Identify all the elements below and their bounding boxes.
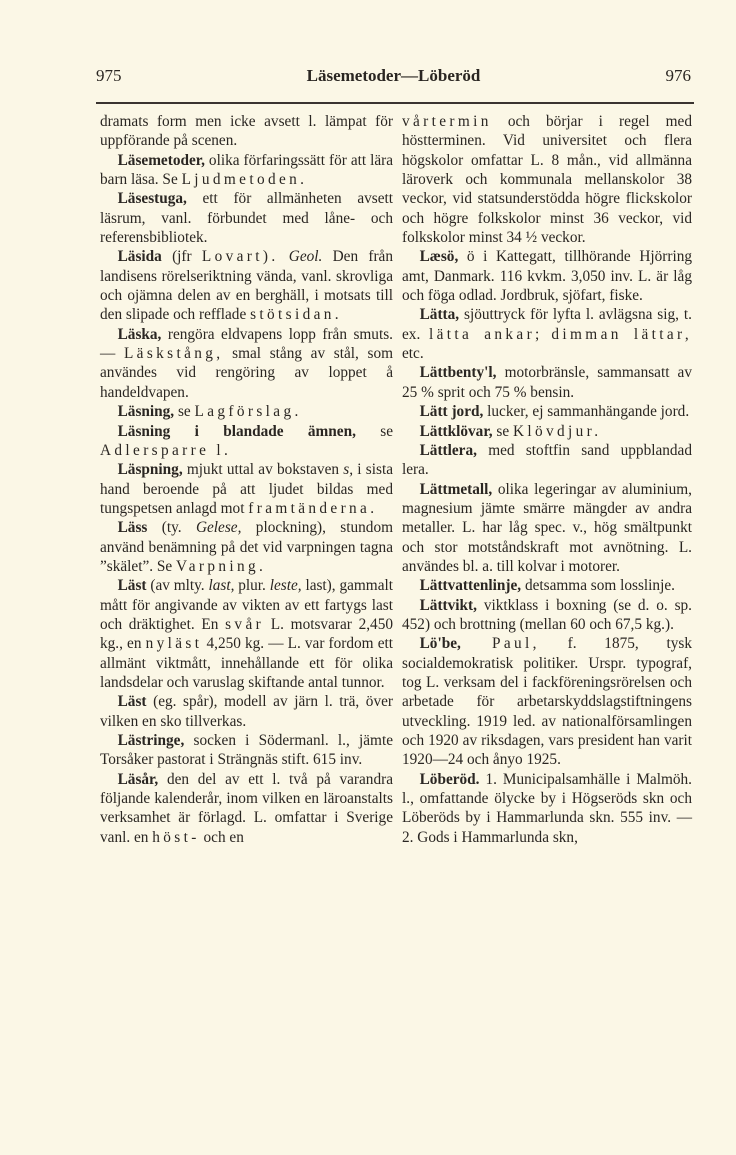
entry-lasemetoder: Läsemetoder, olika förfaringssätt för att lära barn läsa. Se Ljudmetoden. <box>100 151 393 189</box>
entry-lattvikt: Lättvikt, viktklass i boxning (se d. o. sp. 452) och brottning (mellan 60 och 67,5 kg.). <box>402 596 692 633</box>
entry-lasar: Läsår, den del av ett l. två på varandra följande kalenderår, inom vilken en läroanstalts verksamhet är förlagd. L. omfattar i Sverige vanl. en höst- och en <box>100 770 393 846</box>
entry-lasning-blandade: Läsning i blandade ämnen, se Adlersparre l. <box>100 422 393 459</box>
entry-lattbentyl: Lättbenty'l, motorbränsle, sammansatt av 25 % sprit och 75 % bensin. <box>402 364 692 401</box>
continuation-paragraph: dramats form men icke avsett l. lämpat för uppförande på scenen. <box>100 113 393 150</box>
entry-lastringe: Lästringe, socken i Södermanl. l., jämte Torsåker pastorat i Strängnäs stift. 615 inv. <box>100 732 393 769</box>
header-rule <box>96 102 694 104</box>
entry-lasida: Läsida (jfr Lovart). Geol. Den från landisens rörelseriktning vända, vanl. skrovliga och ojämna delen av en berghäll, i motsats till den slipade och refflade stötsidan. <box>100 248 393 324</box>
right-column <box>402 112 692 847</box>
entry-lass: Läss (ty. Gelese, plockning), stundom använd benämning på det vid varpningen tagna ”skälet”. Se Varpning. <box>100 519 393 575</box>
entry-laska: Läska, rengöra eldvapens lopp från smuts. — Läskstång, smal stång av stål, som användes vid rengöring av loppet å handeldvapen. <box>100 325 393 401</box>
entry-laspning: Läspning, mjukt uttal av bokstaven s, i sista hand beroende på att ljudet bildas med tungspetsen anlagd mot framtänderna. <box>100 461 393 517</box>
header-title: Läsemetoder—Löberöd <box>306 66 481 85</box>
entry-lattmetall: Lättmetall, olika legeringar av aluminium, magnesium jämte smärre mängder av andra metaller. L. har låg spec. v., hög smältpunkt och stor motståndskraft mot avnötning. L. användes bl. a. till kolvar i motorer. <box>402 480 692 575</box>
entry-lattvattenlinje: Lättvattenlinje, detsamma som losslinje. <box>419 577 675 595</box>
page-number-left: 975 <box>96 66 122 85</box>
entry-latta: Lätta, sjöuttryck för lyfta l. avlägsna sig, t. ex. lätta ankar; dimman lättar, etc. <box>402 306 693 363</box>
entry-lasestuga: Läsestuga, ett för allmänheten avsett läsrum, vanl. förbundet med låne- och referensbibliotek. <box>100 190 393 247</box>
entry-lattklovar: Lättklövar, se Klövdjur. <box>419 422 602 440</box>
page-number-right: 976 <box>665 66 691 85</box>
entry-last-2: Läst (eg. spår), modell av järn l. trä, över vilken en sko tillverkas. <box>100 693 393 730</box>
continuation-paragraph: vårtermin och börjar i regel med höstterminen. Vid universitet och flera högskolor omfattar L. 8 mån., vid allmänna läroverk och kommunala mellanskolor 38 veckor, vid statsunderstödda högre flickskolor och högre folkskolor minst 36 veckor, vid folkskolor minst 34 ½ veckor. <box>402 113 692 247</box>
running-header <box>96 66 691 92</box>
entry-laeso: Læsö, ö i Kattegatt, tillhörande Hjörring amt, Danmark. 116 kvkm. 3,050 inv. L. är låg och föga odlad. Jordbruk, sjöfart, fiske. <box>402 248 692 305</box>
entry-lattlera: Lättlera, med stoftfin sand uppblandad lera. <box>402 441 692 479</box>
entry-lasning: Läsning, se Lagförslag. <box>117 403 302 421</box>
entry-loberod: Löberöd. 1. Municipalsamhälle i Malmöh. l., omfattande ölycke by i Högseröds skn och Löberöds by i Hammarlunda skn. 555 inv. — 2. Gods i Hammarlunda skn, <box>402 770 692 846</box>
left-column <box>100 112 393 847</box>
entry-lobe: Lö'be, Paul, f. 1875, tysk socialdemokratisk politiker. Urspr. typograf, tog L. verksam del i fackföreningsrörelsen och arbetade för arbetarskyddslagstiftningens utveckling. 1919 led. av nationalförsamlingen och 1920 av riksdagen, vars president han varit 1920—24 och ånyo 1925. <box>402 635 692 769</box>
entry-latt-jord: Lätt jord, lucker, ej sammanhängande jord. <box>419 403 690 421</box>
entry-last-1: Läst (av mlty. last, plur. leste, last), gammalt mått för angivande av vikten av ett fartygs last och dräktighet. En svår L. motsvarar 2,450 kg., en nyläst 4,250 kg. — L. var fordom ett allmänt viktmått, innehållande ett för olika landsdelar och varuslag skiftande antal tunnor. <box>100 577 393 691</box>
